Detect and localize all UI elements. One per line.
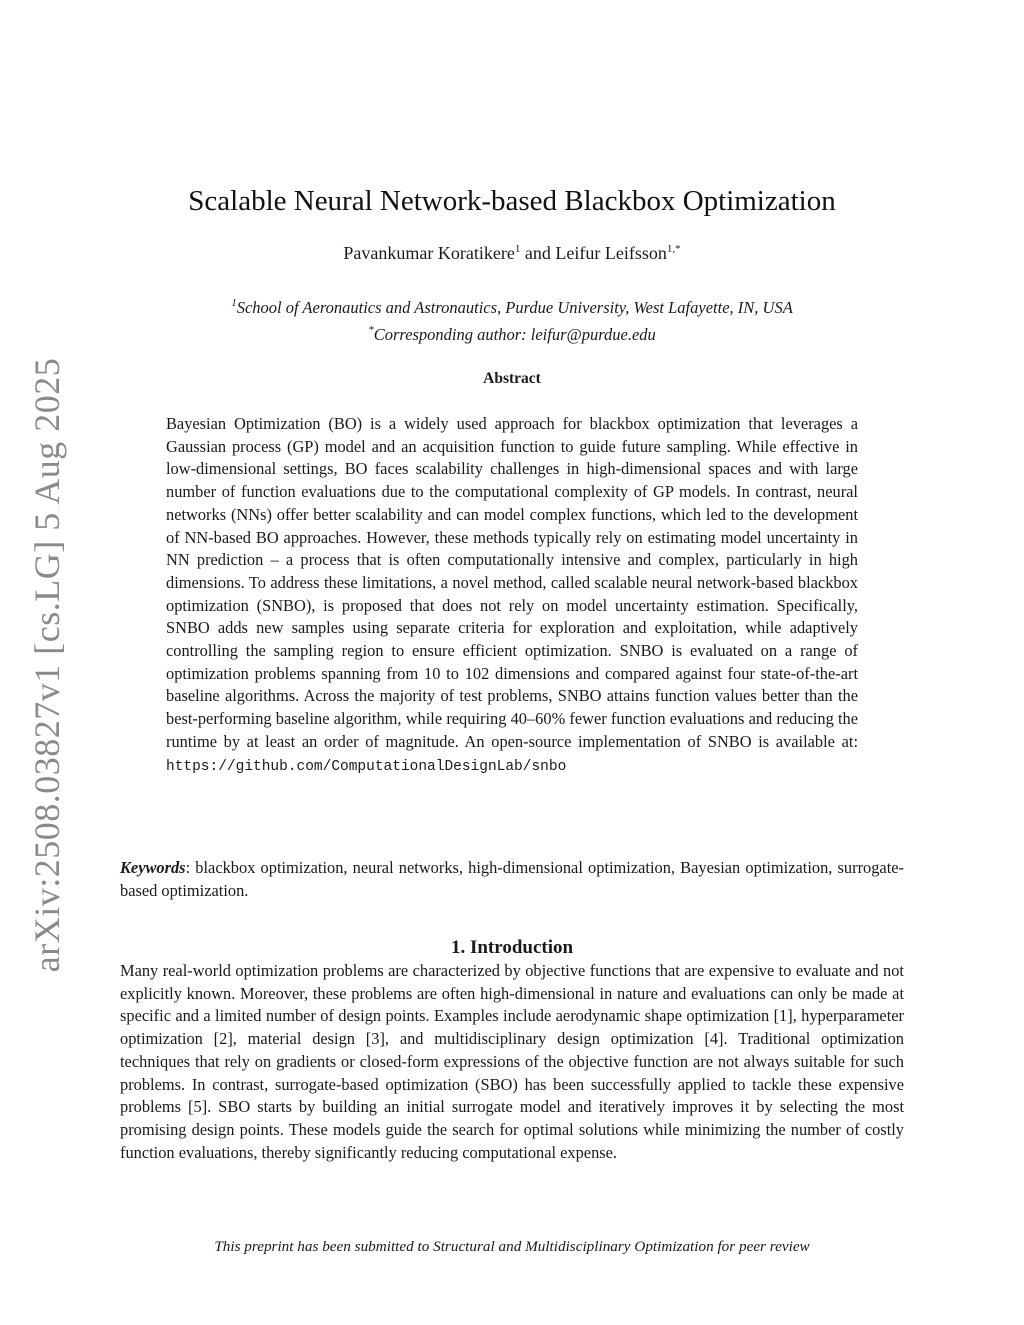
affiliations [0,292,1024,346]
author-name: Leifur Leifsson [555,243,667,263]
introduction-paragraph: Many real-world optimization problems are characterized by objective functions that are expensive to evaluate and not explicitly known. Moreover, these problems are often high-dimensional in nature and evaluations can only be made at specific and a limited number of design points. Examples include aerodynamic shape optimization [1], hyperparameter optimization [2], material design [3], and multidisciplinary design optimization [4]. Traditional optimization techniques that rely on gradients or closed-form expressions of the objective function are not always suitable for such problems. In contrast, surrogate-based optimization (SBO) has been successfully applied to tackle these expensive problems [5]. SBO starts by building an initial surrogate model and iteratively improves it by selecting the most promising design points. These models guide the search for optimal solutions while minimizing the number of costly function evaluations, thereby significantly reducing computational expense. [120,961,904,1162]
code-repository-link[interactable]: https://github.com/ComputationalDesignLab/snbo [166,758,567,775]
paper-title: Scalable Neural Network-based Blackbox Optimization [188,185,836,217]
keywords-label: Keywords [120,858,186,877]
section-heading-introduction: 1. Introduction [450,937,574,958]
corresponding-author-text: Corresponding author: leifur@purdue.edu [373,325,656,344]
author-line [0,243,1024,264]
keywords-text: : blackbox optimization, neural networks, high-dimensional optimization, Bayesian optimization, surrogate-based optimization. [120,858,904,900]
corresponding-author-line [0,319,1024,346]
abstract-heading: Abstract [483,370,541,387]
affiliation-marker: 1,* [666,243,681,255]
abstract-text: Bayesian Optimization (BO) is a widely used approach for blackbox optimization that leverages a Gaussian process (GP) model and an acquisition function to guide future sampling. While effective in low-dimensional settings, BO faces scalability challenges in high-dimensional spaces and with large number of function evaluations due to the computational complexity of GP models. In contrast, neural networks (NNs) offer better scalability and can model complex functions, which led to the development of NN-based BO approaches. However, these methods typically rely on estimating model uncertainty in NN prediction – a process that is often computationally intensive and complex, particularly in high dimensions. To address these limitations, a novel method, called scalable neural network-based blackbox optimization (SNBO), is proposed that does not rely on model uncertainty estimation. Specifically, SNBO adds new samples using separate criteria for exploration and exploitation, while adaptively controlling the sampling region to ensure efficient optimization. SNBO is evaluated on a range of optimization problems spanning from 10 to 102 dimensions and compared against four state-of-the-art baseline algorithms. Across the majority of test problems, SNBO attains function values better than the best-performing baseline algorithm, while requiring 40–60% fewer function evaluations and reducing the runtime by at least an order of magnitude. An open-source implementation of SNBO is available at: [166,414,858,751]
author-name: Pavankumar Koratikere [343,243,515,263]
author-conjunction: and [520,243,556,263]
affiliation-line [0,292,1024,319]
preprint-footer-note: This preprint has been submitted to Structural and Multidisciplinary Optimization for peer review [214,1238,810,1255]
affiliation-marker: 1 [231,297,237,309]
corresponding-marker: * [368,324,374,336]
keywords-paragraph [120,857,904,902]
affiliation-marker: 1 [514,243,521,255]
affiliation-text: School of Aeronautics and Astronautics, Purdue University, West Lafayette, IN, USA [236,298,793,317]
arxiv-identifier: arXiv:2508.03827v1 [cs.LG] 5 Aug 2025 [27,357,67,973]
abstract-body [166,413,858,778]
